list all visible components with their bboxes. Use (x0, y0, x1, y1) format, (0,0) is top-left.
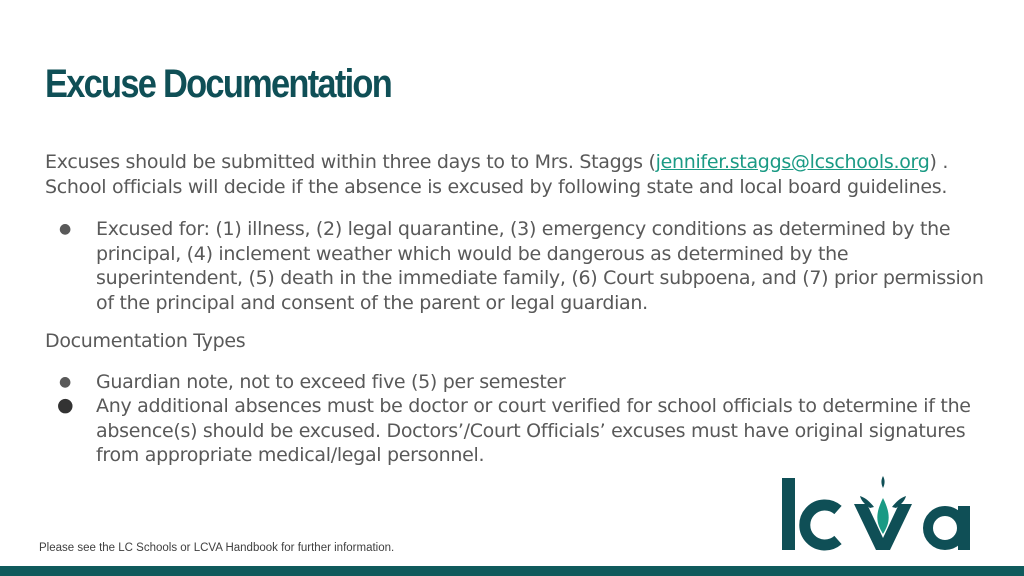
bullet-icon: ● (59, 221, 71, 237)
intro-paragraph (45, 150, 995, 199)
bullet-icon: ● (57, 394, 74, 416)
documentation-list (45, 370, 995, 468)
list-item-text: Excused for: (1) illness, (2) legal quarantine, (3) emergency conditions as determined by the principal, (4) inclement weather which would be dangerous as determined by the superintendent, (5) death in the immediate family, (6) Court subpoena, and (7) prior permission of the principal and consent of the parent or legal guardian. (96, 218, 984, 314)
list-item-text: Any additional absences must be doctor or court verified for school officials to determine if the absence(s) should be excused. Doctors’/Court Officials’ excuses must have original signatures from appropriate medical/legal personnel. (96, 395, 971, 466)
logo-letter-a-bowl (928, 511, 962, 545)
list-item-text: Guardian note, not to exceed five (5) per semester (96, 370, 566, 393)
logo-letter-a-stem (958, 506, 970, 550)
slide-title: Excuse Documentation (45, 62, 392, 106)
documentation-heading: Documentation Types (45, 330, 246, 352)
logo-letter-c (805, 505, 838, 545)
logo-torch-flame-icon (877, 498, 888, 534)
slide-body (45, 150, 995, 482)
email-link[interactable]: jennifer.staggs@lcschools.org (655, 151, 930, 173)
bullet-icon: ● (59, 373, 71, 390)
intro-text-before: Excuses should be submitted within three days to to Mrs. Staggs ( (45, 151, 656, 173)
footnote: Please see the LC Schools or LCVA Handbook for further information. (39, 542, 395, 554)
logo-torch-tip-icon (881, 476, 884, 488)
lcva-logo (778, 474, 983, 554)
list-item (45, 394, 995, 468)
list-item (45, 217, 995, 315)
bottom-bar (0, 566, 1024, 576)
list-item (45, 370, 995, 395)
logo-letter-l (782, 478, 795, 550)
intro-text-after: ) . School officials will decide if the absence is excused by following state and local board guidelines. (45, 151, 949, 198)
excused-list (45, 217, 995, 315)
